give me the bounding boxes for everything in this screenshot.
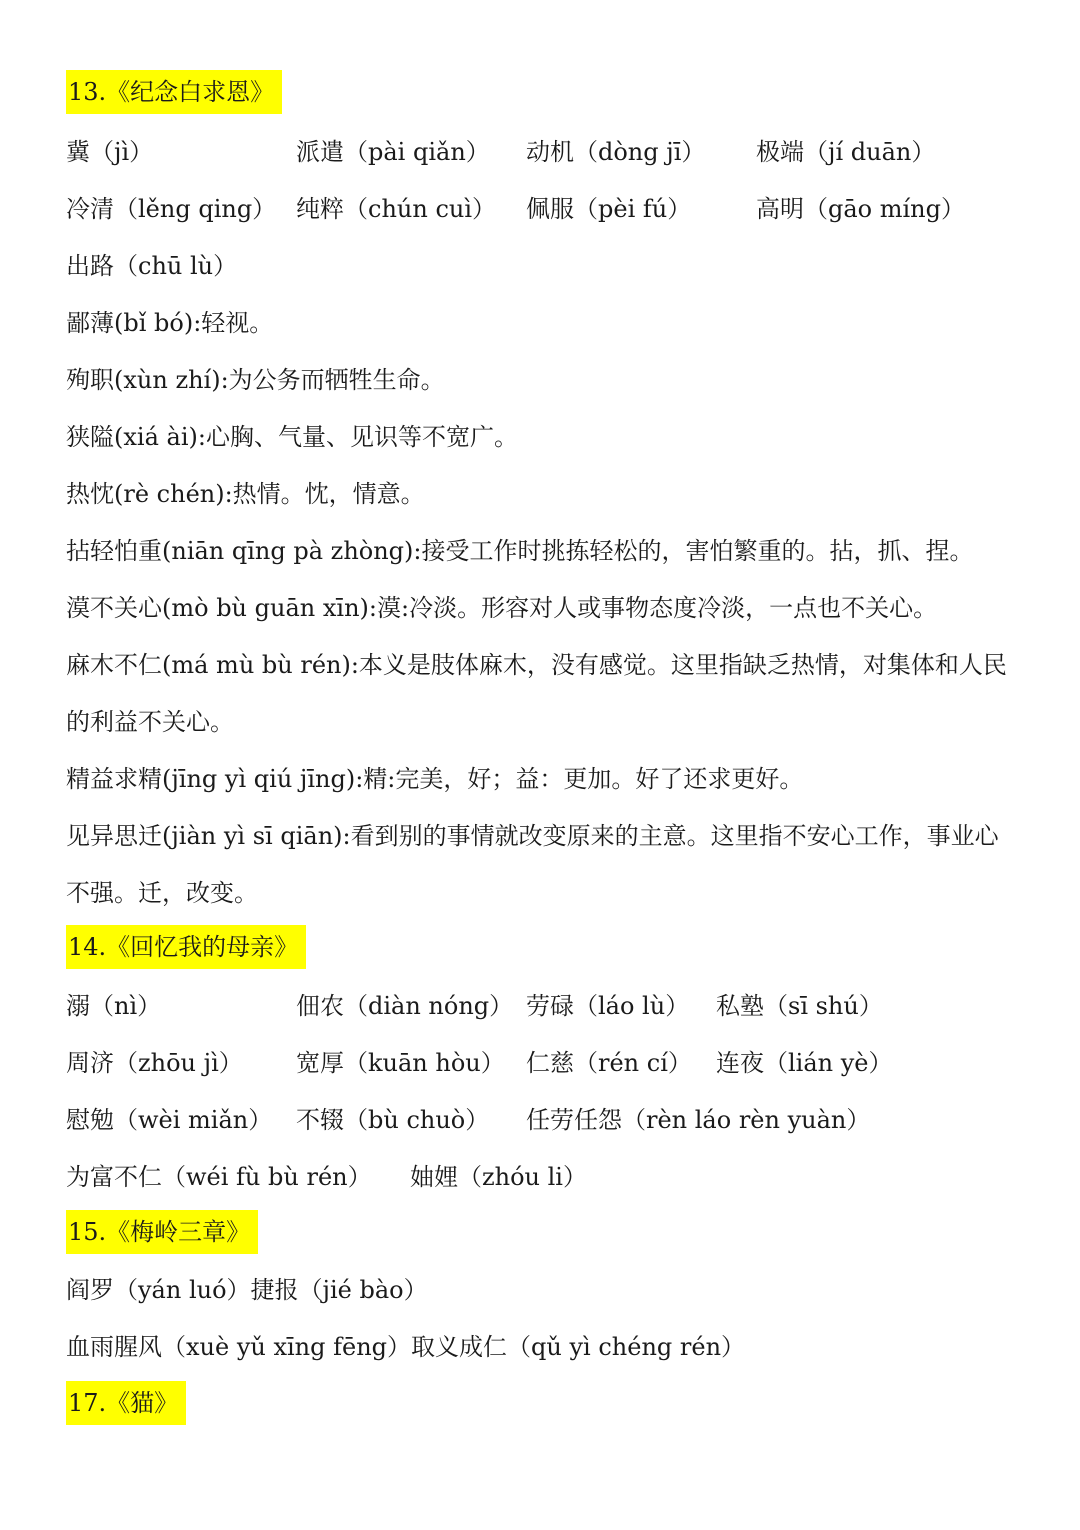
vocab-item: 妯娌（zhóu li） [410, 1163, 587, 1191]
definition-line: 漠不关心(mò bù guān xīn):漠:冷淡。形容对人或事物态度冷淡，一点也不关心。 [66, 594, 938, 622]
vocab-row: 阎罗（yán luó）捷报（jié bào） [66, 1276, 428, 1304]
definition-line: 拈轻怕重(niān qīng pà zhòng):接受工作时挑拣轻松的，害怕繁重的。拈，抓、捏。 [66, 537, 974, 565]
vocab-item: 私塾（sī shú） [716, 992, 883, 1020]
definition-line-continued: 不强。迁，改变。 [66, 879, 258, 907]
definition-line: 热忱(rè chén):热情。忱，情意。 [66, 480, 425, 508]
vocab-item: 高明（gāo míng） [756, 195, 966, 223]
vocab-item: 出路（chū lù） [66, 252, 238, 280]
definition-line: 狭隘(xiá ài):心胸、气量、见识等不宽广。 [66, 423, 518, 451]
vocab-item: 冷清（lěng qing） [66, 195, 277, 223]
vocab-item: 纯粹（chún cuì） [296, 195, 497, 223]
vocab-item: 仁慈（rén cí） [526, 1049, 692, 1077]
vocab-item: 溺（nì） [66, 992, 162, 1020]
vocab-item: 周济（zhōu jì） [66, 1049, 243, 1077]
vocab-item: 派遣（pài qiǎn） [296, 138, 490, 166]
vocab-item: 宽厚（kuān hòu） [296, 1049, 505, 1077]
vocab-item: 慰勉（wèi miǎn） [66, 1106, 273, 1134]
definition-line-continued: 的利益不关心。 [66, 708, 234, 736]
vocab-item: 佃农（diàn nóng） [296, 992, 514, 1020]
vocab-item: 为富不仁（wéi fù bù rén） [66, 1163, 372, 1191]
definition-line: 见异思迁(jiàn yì sī qiān):看到别的事情就改变原来的主意。这里指不安心工作，事业心 [66, 822, 999, 850]
section-13-heading: 13.《纪念白求恩》 [66, 70, 282, 114]
vocab-item: 极端（jí duān） [756, 138, 936, 166]
vocab-item: 佩服（pèi fú） [526, 195, 692, 223]
vocab-item: 劳碌（láo lù） [526, 992, 690, 1020]
section-14-heading: 14.《回忆我的母亲》 [66, 925, 306, 969]
definition-line: 麻木不仁(má mù bù rén):本义是肢体麻木，没有感觉。这里指缺乏热情，对集体和人民 [66, 651, 1007, 679]
definition-line: 殉职(xùn zhí):为公务而牺牲生命。 [66, 366, 445, 394]
vocab-item: 不辍（bù chuò） [296, 1106, 490, 1134]
vocab-item: 冀（jì） [66, 138, 154, 166]
section-17-heading: 17.《猫》 [66, 1381, 186, 1425]
vocab-item: 任劳任怨（rèn láo rèn yuàn） [526, 1106, 871, 1134]
vocab-item: 动机（dòng jī） [526, 138, 706, 166]
vocab-item: 连夜（lián yè） [716, 1049, 893, 1077]
section-15-heading: 15.《梅岭三章》 [66, 1210, 258, 1254]
definition-line: 精益求精(jīng yì qiú jīng):精:完美，好；益：更加。好了还求更好。 [66, 765, 804, 793]
definition-line: 鄙薄(bǐ bó):轻视。 [66, 309, 274, 337]
vocab-row: 血雨腥风（xuè yǔ xīng fēng）取义成仁（qǔ yì chéng rén） [66, 1333, 746, 1361]
